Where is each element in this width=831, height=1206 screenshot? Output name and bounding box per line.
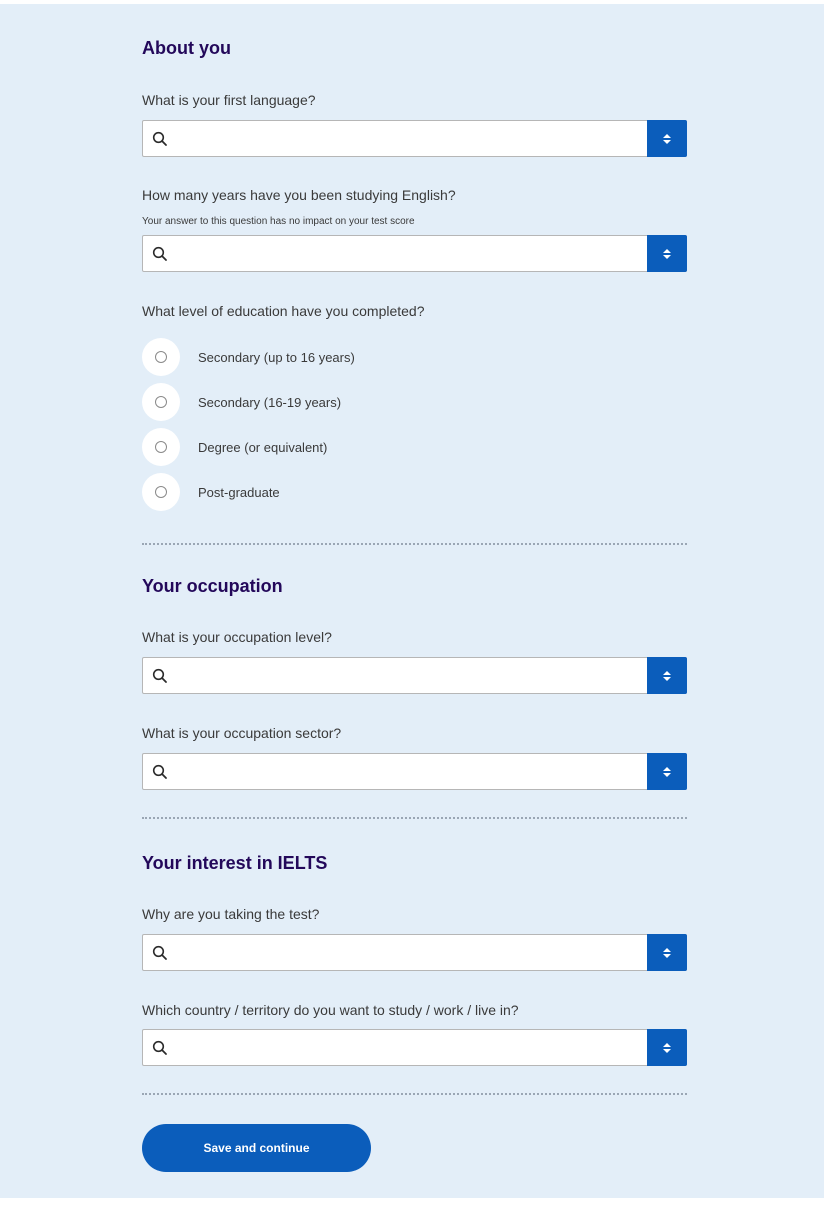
education-option-label[interactable]: Post-graduate <box>198 484 280 500</box>
radio-icon[interactable] <box>142 473 180 511</box>
form-panel <box>0 4 824 1198</box>
save-and-continue-button[interactable]: Save and continue <box>142 1124 371 1172</box>
test-reason-input[interactable] <box>177 935 647 970</box>
education-label: What level of education have you completed? <box>142 303 425 319</box>
education-option[interactable] <box>142 383 341 421</box>
section-divider <box>142 1093 687 1095</box>
chevron-up-down-icon[interactable] <box>647 934 687 971</box>
radio-icon[interactable] <box>142 383 180 421</box>
search-icon <box>143 658 177 693</box>
years-studying-input[interactable] <box>177 236 647 271</box>
search-icon <box>143 754 177 789</box>
chevron-up-down-icon[interactable] <box>647 657 687 694</box>
radio-icon[interactable] <box>142 428 180 466</box>
chevron-up-down-icon[interactable] <box>647 120 687 157</box>
education-option-label[interactable]: Degree (or equivalent) <box>198 439 328 455</box>
destination-country-input[interactable] <box>177 1030 647 1065</box>
radio-icon[interactable] <box>142 338 180 376</box>
occupation-sector-select[interactable] <box>142 753 687 790</box>
education-option[interactable] <box>142 473 280 511</box>
destination-country-select[interactable] <box>142 1029 687 1066</box>
search-icon <box>143 236 177 271</box>
education-option-label[interactable]: Secondary (16-19 years) <box>198 394 342 410</box>
chevron-up-down-icon[interactable] <box>647 753 687 790</box>
search-icon <box>143 121 177 156</box>
section-title-interest: Your interest in IELTS <box>142 853 328 873</box>
first-language-select[interactable] <box>142 120 687 157</box>
destination-country-label: Which country / territory do you want to study / work / live in? <box>142 1002 519 1018</box>
first-language-label: What is your first language? <box>142 92 316 108</box>
years-studying-hint: Your answer to this question has no impact on your test score <box>142 216 415 227</box>
chevron-up-down-icon[interactable] <box>647 235 687 272</box>
section-divider <box>142 817 687 819</box>
years-studying-select[interactable] <box>142 235 687 272</box>
occupation-sector-input[interactable] <box>177 754 647 789</box>
occupation-level-select[interactable] <box>142 657 687 694</box>
first-language-input[interactable] <box>177 121 647 156</box>
occupation-sector-label: What is your occupation sector? <box>142 725 342 741</box>
occupation-level-label: What is your occupation level? <box>142 629 332 645</box>
chevron-up-down-icon[interactable] <box>647 1029 687 1066</box>
years-studying-label: How many years have you been studying English? <box>142 187 456 203</box>
section-title-occupation: Your occupation <box>142 576 283 596</box>
test-reason-label: Why are you taking the test? <box>142 906 320 922</box>
education-option-label[interactable]: Secondary (up to 16 years) <box>198 349 355 365</box>
search-icon <box>143 1030 177 1065</box>
section-title-about: About you <box>142 38 231 58</box>
section-divider <box>142 543 687 545</box>
search-icon <box>143 935 177 970</box>
education-option[interactable] <box>142 338 355 376</box>
test-reason-select[interactable] <box>142 934 687 971</box>
occupation-level-input[interactable] <box>177 658 647 693</box>
education-option[interactable] <box>142 428 327 466</box>
